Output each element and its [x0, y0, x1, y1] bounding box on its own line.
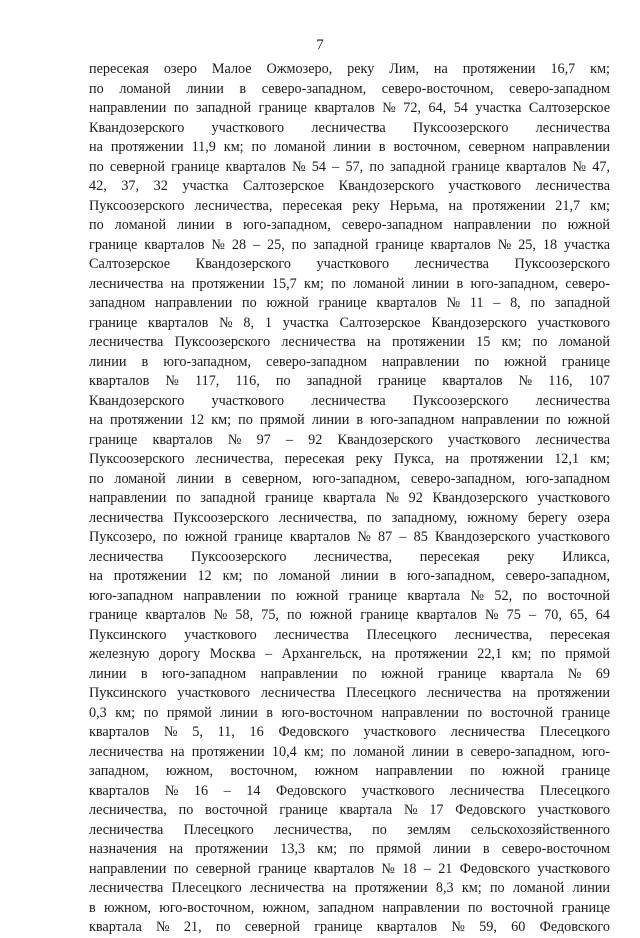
text-line: кварталов № 5, 11, 16 Федовского участкового лесничества Плесецкого	[89, 724, 610, 740]
text-line: по северной границе кварталов № 54 – 57, по западной границе кварталов № 47,	[89, 158, 610, 175]
text-line: Квандозерского участкового лесничества Пуксоозерского лесничества	[89, 119, 610, 136]
text-line: границе кварталов № 28 – 25, по западной границе кварталов № 25, 18 участка	[89, 236, 610, 253]
text-line: направлении по северной границе кварталов № 18 – 21 Федовского участкового	[89, 860, 610, 877]
text-line: лесничества на протяжении 10,4 км; по ломаной линии в северо-западном, юго-	[89, 743, 610, 760]
text-line: лесничества, по восточной границе квартала № 17 Федовского участкового	[89, 802, 610, 818]
text-line: Пуксозеро, по южной границе кварталов № 87 – 85 Квандозерского участкового	[89, 529, 610, 545]
text-line: лесничества Пуксоозерского лесничества, по западному, южному берегу озера	[89, 509, 610, 526]
text-line: на протяжении 12 км; по ломаной линии в юго-западном, северо-западном,	[89, 568, 610, 584]
text-line: в южном, юго-восточном, южном, западном направлении по восточной границе	[89, 899, 610, 916]
text-line: западном, южном, восточном, южном направлении по южной границе	[89, 763, 610, 779]
text-line: западном направлении по южной границе кварталов № 11 – 8, по западной	[89, 295, 610, 311]
text-line: направлении по западной границе квартала № 92 Квандозерского участкового	[89, 490, 610, 506]
text-line: кварталов № 16 – 14 Федовского участкового лесничества Плесецкого	[89, 782, 610, 799]
text-line: пересекая озеро Малое Ожмозеро, реку Лим, на протяжении 16,7 км;	[89, 61, 610, 77]
text-line: лесничества на протяжении 15,7 км; по ломаной линии в юго-западном, северо-	[89, 275, 610, 292]
text-line: границе кварталов № 58, 75, по южной границе кварталов № 75 – 70, 65, 64	[89, 607, 610, 623]
page-number: 7	[316, 37, 324, 53]
text-line: направлении по западной границе кварталов № 72, 64, 54 участка Салтозерское	[89, 100, 610, 116]
text-line: по ломаной линии в северном, юго-западном, северо-западном, юго-западном	[89, 470, 610, 487]
text-line: квартала № 21, по северной границе кварталов № 59, 60 Федовского	[89, 919, 610, 935]
body-text	[89, 60, 610, 938]
text-line: Пуксоозерского лесничества, пересекая реку Пукса, на протяжении 12,1 км;	[89, 451, 610, 467]
text-line: лесничества Пуксоозерского лесничества, пересекая реку Иликса,	[89, 548, 610, 565]
text-line: юго-западном направлении по южной границе квартала № 52, по восточной	[89, 587, 610, 604]
text-line: 42, 37, 32 участка Салтозерское Квандозерского участкового лесничества	[89, 178, 610, 194]
text-line: кварталов № 117, 116, по западной границе кварталов № 116, 107	[89, 373, 610, 389]
text-line: Квандозерского участкового лесничества Пуксоозерского лесничества	[89, 392, 610, 409]
text-line: назначения на протяжении 13,3 км; по прямой линии в северо-восточном	[89, 841, 610, 857]
text-line: Пуксинского участкового лесничества Плесецкого лесничества, пересекая	[89, 626, 610, 643]
text-line: 0,3 км; по прямой линии в юго-восточном направлении по восточной границе	[89, 704, 610, 721]
text-line: Пуксоозерского лесничества, пересекая реку Нерьма, на протяжении 21,7 км;	[89, 197, 610, 214]
text-line: линии в юго-западном направлении по южной границе квартала № 69	[89, 665, 610, 682]
text-line: границе кварталов № 8, 1 участка Салтозерское Квандозерского участкового	[89, 314, 610, 331]
text-line: лесничества Плесецкого лесничества, по землям сельскохозяйственного	[89, 821, 610, 838]
text-line: железную дорогу Москва – Архангельск, на протяжении 22,1 км; по прямой	[89, 646, 610, 662]
text-line: лесничества Пуксоозерского лесничества на протяжении 15 км; по ломаной	[89, 334, 610, 350]
text-line: на протяжении 11,9 км; по ломаной линии в восточном, северном направлении	[89, 139, 610, 155]
text-line: по ломаной линии в северо-западном, северо-восточном, северо-западном	[89, 80, 610, 97]
text-line: на протяжении 12 км; по прямой линии в юго-западном направлении по южной	[89, 412, 610, 428]
text-line: по ломаной линии в юго-западном, северо-западном направлении по южной	[89, 217, 610, 233]
text-line: линии в юго-западном, северо-западном направлении по южной границе	[89, 353, 610, 370]
text-line: Пуксинского участкового лесничества Плесецкого лесничества на протяжении	[89, 685, 610, 701]
text-line: Салтозерское Квандозерского участкового лесничества Пуксоозерского	[89, 256, 610, 272]
text-line: границе кварталов № 97 – 92 Квандозерского участкового лесничества	[89, 431, 610, 448]
text-line: лесничества Плесецкого лесничества на протяжении 8,3 км; по ломаной линии	[89, 880, 610, 896]
